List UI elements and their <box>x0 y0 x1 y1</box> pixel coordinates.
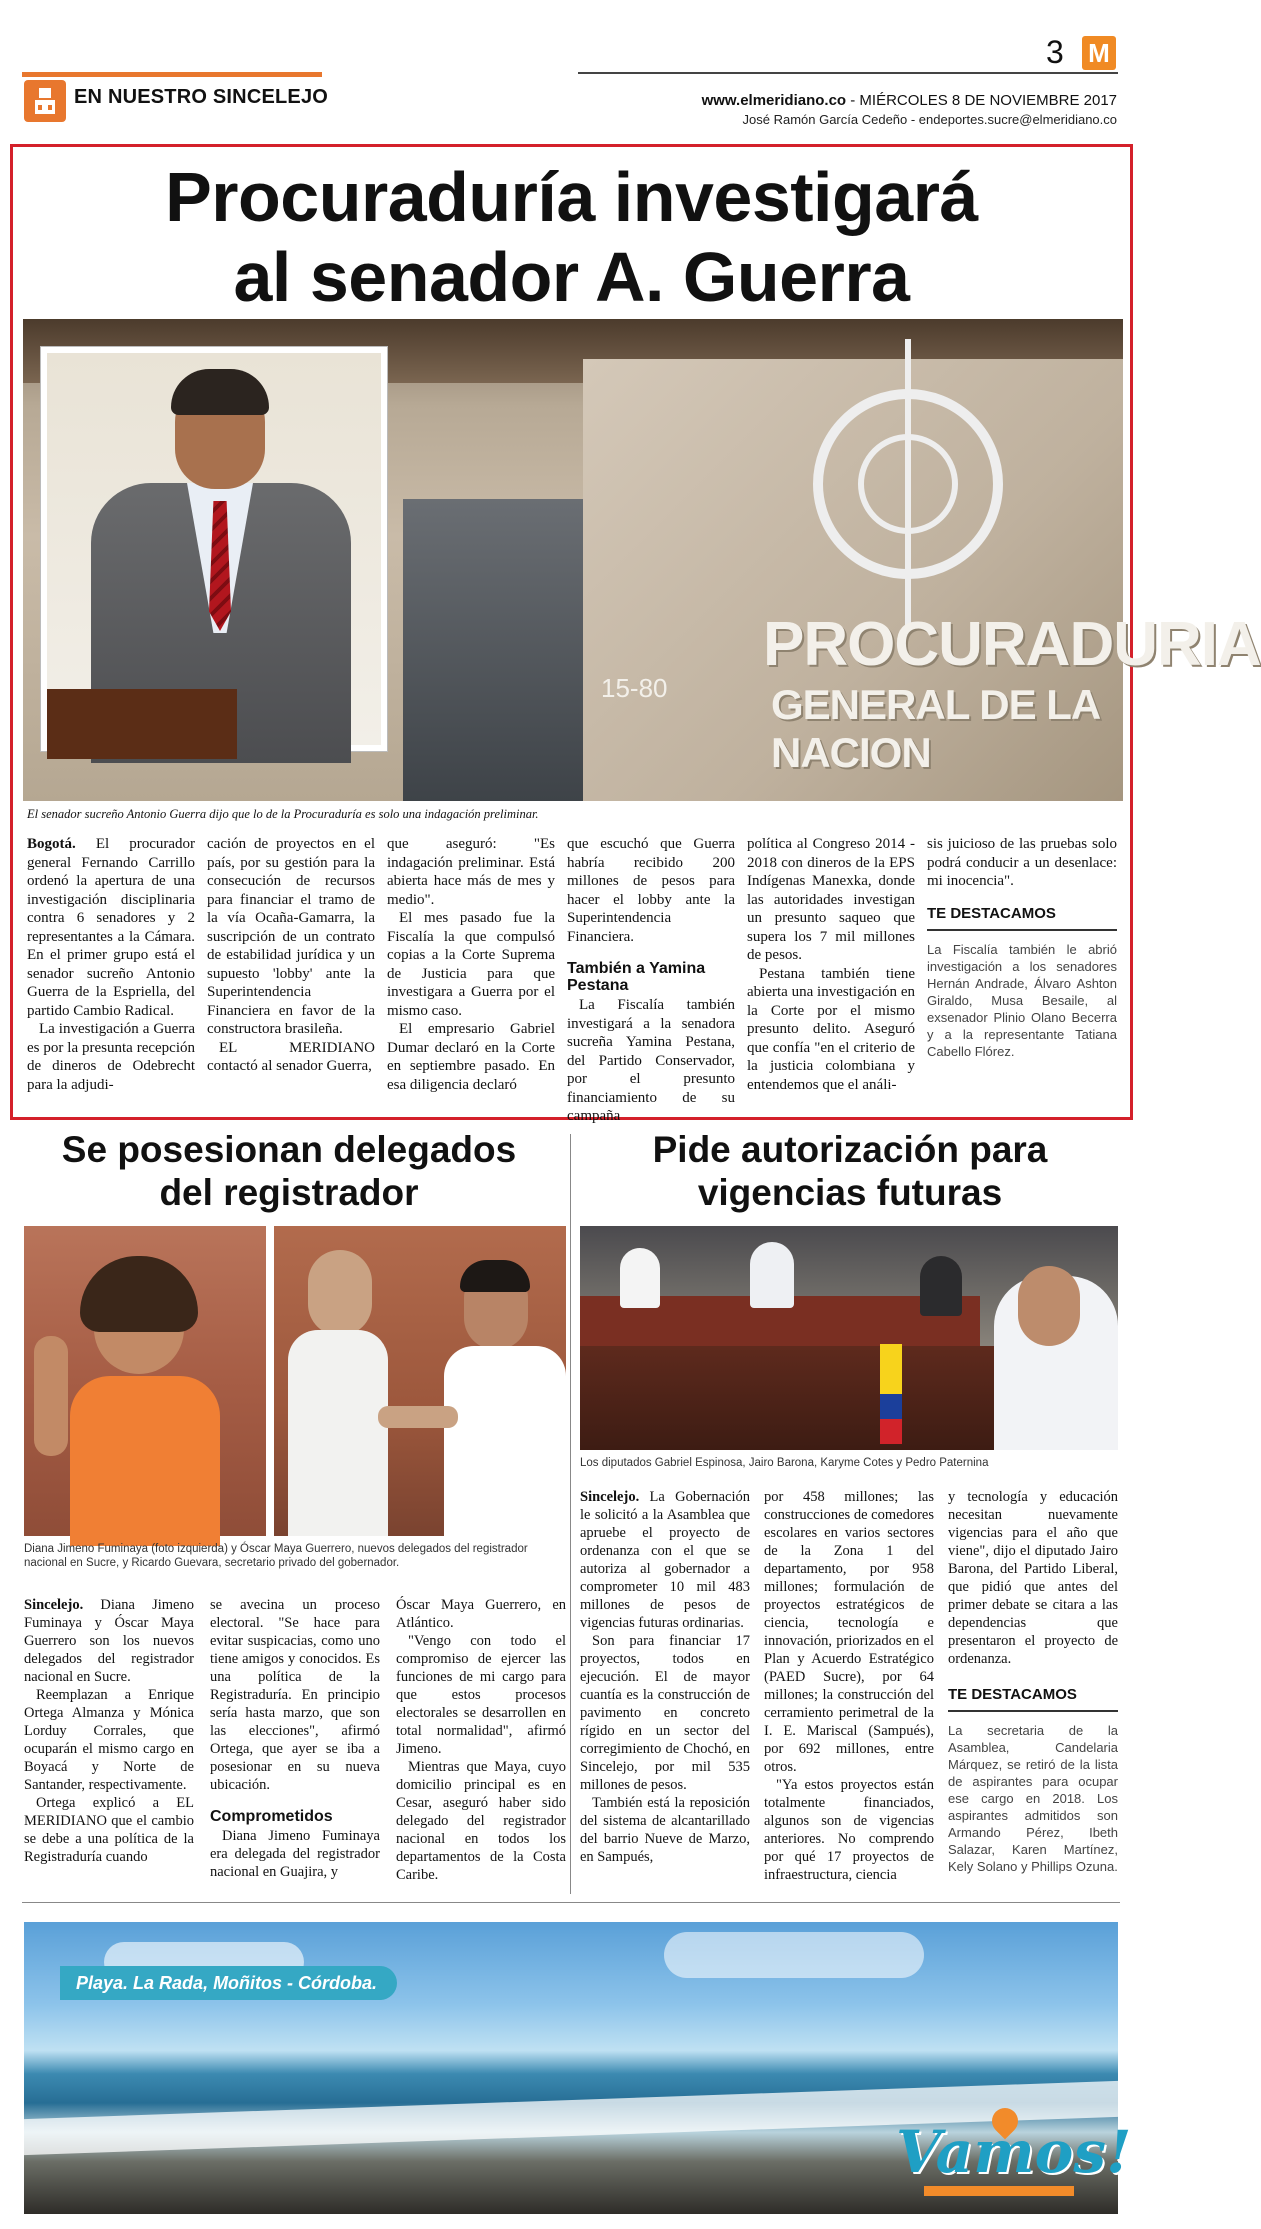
ad-cloud <box>664 1932 924 1978</box>
section-title: EN NUESTRO SINCELEJO <box>74 86 329 108</box>
main-photo-caption: El senador sucreño Antonio Guerra dijo que lo de la Procuraduría es solo una indagación preliminar. <box>27 807 539 821</box>
vigencias-col2-para1: por 458 millones; las construcciones de comedores escolares en varios sectores de la Zona 1 del departamento, por 958 millones; formulación de proyectos estratégicos de ciencia, tecnología e innovación, priorizados en el Plan y Acuerdo Estratégico (PAED Sucre), por 64 millones; la construcción del cerramiento perimetral de la I. E. Mariscal (Sampués), por 692 millones, entre otros. <box>764 1489 934 1775</box>
main-col1-para1 <box>27 835 195 1020</box>
deputy-3 <box>920 1256 962 1316</box>
ad-brand: Vamos! <box>896 2118 1132 2186</box>
registrador-column-1 <box>24 1596 194 1866</box>
meridiano-logo: M <box>1082 36 1116 70</box>
vigencias-dateline: Sincelejo. <box>580 1489 640 1505</box>
deputy-1 <box>620 1248 660 1308</box>
dateline <box>702 92 1117 109</box>
vigencias-destacamos-box <box>948 1686 1118 1875</box>
main-article <box>10 144 1261 1124</box>
registrador-photo-left <box>24 1226 266 1536</box>
main-photo <box>23 319 1261 801</box>
main-col5-para1: política al Congreso 2014 - 2018 con dineros de la EPS Indígenas Manexka, donde las autoridades investigan un presunto saqueo que supera los 7 mil millones de pesos. <box>747 836 915 963</box>
main-column-3 <box>387 835 555 1094</box>
vigencias-col3-para1: y tecnología y educación necesitan nuevamente vigencias para el año que viene", dijo el diputado Jairo Barona, del Partido Liberal, que pidió que antes del primer debate se citara a las dependencias que presentaron el proyecto de ordenanza. <box>948 1489 1118 1667</box>
bottom-rule <box>22 1902 1120 1903</box>
ad-brand-strip <box>924 2186 1074 2196</box>
vigencias-column-3 <box>948 1488 1118 1875</box>
person-hair <box>171 369 269 415</box>
main-destacamos-box <box>927 905 1117 1061</box>
vigencias-headline-line2: vigencias futuras <box>697 1172 1003 1213</box>
deputy-4-head <box>1018 1266 1080 1346</box>
vigencias-photo <box>580 1226 1118 1450</box>
vigencias-headline-line1: Pide autorización para <box>652 1129 1048 1170</box>
main-destacamos-text: La Fiscalía también le abrió investigación a los senadores Hernán Andrade, Álvaro Ashton Giraldo, Musa Besaile, al exsenador Plinio Olano Becerra y a la representante Tatiana Cabello Flórez. <box>927 942 1117 1059</box>
registrador-column-2 <box>210 1596 380 1881</box>
vigencias-destacamos-title: TE DESTACAMOS <box>948 1686 1118 1712</box>
vigencias-col1-para1 <box>580 1488 750 1632</box>
podium <box>47 689 237 759</box>
main-col3-para1: que aseguró: "Es indagación preliminar. Está abierta hace más de mes y medio". <box>387 836 555 908</box>
vigencias-photo-caption: Los diputados Gabriel Espinosa, Jairo Barona, Karyme Cotes y Pedro Paternina <box>580 1457 989 1469</box>
seal-inner-ring <box>858 434 958 534</box>
main-col6-para1: sis juicioso de las pruebas solo podrá conducir a un desenlace: mi inocencia". <box>927 836 1117 889</box>
vigencias-headline <box>576 1128 1124 1214</box>
main-col2-para1: cación de proyectos en el país, por su gestión para la consecución de recursos para financiar el tramo de la vía Ocaña-Gamarra, la suscripción de un contrato de estabilidad jurídica y un supuesto 'lobby' ante la Superintendencia Financiera en favor de la constructora brasileña. <box>207 836 375 1037</box>
page-number: 3 <box>1046 34 1064 70</box>
registrador-col3-para2: "Vengo con todo el compromiso de ejercer las funciones de mi cargo para que estos procesos electorales se desarrollen en total normalidad", afirmó Jimeno. <box>396 1633 566 1757</box>
main-col2-para2: EL MERIDIANO contactó al senador Guerra, <box>207 1039 375 1074</box>
colombia-flag-icon <box>880 1344 902 1444</box>
main-dateline: Bogotá. <box>27 836 76 852</box>
photo-sign-line2: GENERAL DE LA NACION <box>771 681 1099 776</box>
man2-shirt <box>444 1346 566 1536</box>
registrador-col1-para2: Reemplazan a Enrique Ortega Almanza y Mónica Lorduy Corrales, que ocuparán el mismo cargo en Boyacá y Norte de Santander, respectivamente. <box>24 1687 194 1793</box>
registrador-col2-para2: Diana Jimeno Fuminaya era delegada del registrador nacional en Guajira, y <box>210 1828 380 1880</box>
registrador-col1-para3: Ortega explicó a EL MERIDIANO que el cambio se debe a una política de la Registraduría cuando <box>24 1795 194 1865</box>
woman-raised-hand <box>34 1336 68 1456</box>
main-col4-para2: La Fiscalía también investigará a la senadora sucreña Yamina Pestana, del Partido Conservador, por el presunto financiamiento de su campaña <box>567 997 735 1124</box>
photo-building <box>403 499 583 801</box>
main-headline-line2: al senador A. Guerra <box>233 238 910 316</box>
deputy-2 <box>750 1242 794 1308</box>
main-column-5 <box>747 835 915 1094</box>
man1-shirt <box>288 1330 388 1536</box>
site-url[interactable]: www.elmeridiano.co <box>701 92 847 109</box>
woman-hair <box>80 1256 198 1332</box>
column-divider <box>570 1134 571 1894</box>
registrador-col2-para1: se avecina un proceso electoral. "Se hace para evitar suspicacias, como uno tiene amigos y conocidos. Es una política de la Registraduría. En principio sería hasta marzo, que son las elecciones", afirmó Ortega, que ayer se iba a posesionar en su nueva ubicación. <box>210 1597 380 1793</box>
vigencias-destacamos-text: La secretaria de la Asamblea, Candelaria Márquez, se retiró de la lista de aspirantes para ocupar ese cargo en 2018. Los aspirantes admitidos son Armando Pérez, Ibeth Salazar, Karen Martínez, Kely Solano y Phillips Ozuna. <box>948 1723 1118 1874</box>
registrador-col1-para1 <box>24 1596 194 1686</box>
man2-hair <box>460 1260 530 1292</box>
registrador-dateline: Sincelejo. <box>24 1597 84 1613</box>
vigencias-column-2 <box>764 1488 934 1884</box>
registrador-col3-para3: Mientras que Maya, cuyo domicilio principal es en Cesar, aseguró haber sido delegado del registrador nacional en todos los departamentos de la Costa Caribe. <box>396 1759 566 1883</box>
main-col3-para2: El mes pasado fue la Fiscalía la que compulsó copias a la Corte Suprema de Justicia para que investigara a Guerra por el mismo caso. <box>387 910 555 1019</box>
vigencias-col1-text1: La Gobernación le solicitó a la Asamblea que apruebe el proyecto de ordenanza con el que se autoriza al gobernador a comprometer 10 mil 483 millones de pesos de vigencias futuras ordinarias. <box>580 1489 750 1631</box>
vigencias-col1-para2: Son para financiar 17 proyectos, todos en ejecución. El de mayor cuantía es la construcción de pavimento en concreto rígido en un sector del corregimiento de Chochó, en Sincelejo, por mil 535 millones de pesos. <box>580 1633 750 1793</box>
registrador-subhead: Comprometidos <box>210 1808 333 1825</box>
header-rule <box>578 72 1118 74</box>
senator-inset-photo <box>41 347 387 751</box>
handshake <box>378 1406 458 1428</box>
main-col1-text1: El procurador general Fernando Carrillo ordenó la apertura de una investigación disciplinaria contra 6 senadores y 2 representantes a la Cámara. En el primer grupo está el senador sucreño Antonio Guerra de la Espriella, del partido Cambio Radical. <box>27 836 195 1019</box>
vigencias-column-1 <box>580 1488 750 1866</box>
registrador-col3-para1: Óscar Maya Guerrero, en Atlántico. <box>396 1597 566 1631</box>
main-col4-para1: que escuchó que Guerra habría recibido 200 millones de pesos para hacer el lobby ante la Superintendencia Financiera. <box>567 836 735 945</box>
tourism-ad[interactable] <box>24 1922 1132 2214</box>
main-column-6 <box>927 835 1117 1060</box>
main-column-2 <box>207 835 375 1076</box>
page-header <box>0 0 1141 140</box>
registrador-col1-text1: Diana Jimeno Fuminaya y Óscar Maya Guerrero son los nuevos delegados del registrador nacional en Sucre. <box>24 1597 194 1685</box>
ad-location-label: Playa. La Rada, Moñitos - Córdoba. <box>60 1966 397 2000</box>
date-text: - MIÉRCOLES 8 DE NOVIEMBRE 2017 <box>850 92 1117 109</box>
main-column-4 <box>567 835 735 1126</box>
section-icon <box>24 80 66 122</box>
registrador-headline-line1: Se posesionan delegados <box>61 1129 517 1170</box>
vigencias-col2-para2: "Ya estos proyectos están totalmente financiados, algunos son de vigencias anteriores. No comprendo por qué 17 proyectos de infraestructura, ciencia <box>764 1777 934 1883</box>
section-accent-bar <box>22 72 322 77</box>
main-col1-para2: La investigación a Guerra es por la presunta recepción de dineros de Odebrecht para la adjudi- <box>27 1021 195 1093</box>
main-destacamos-title: TE DESTACAMOS <box>927 905 1117 932</box>
main-headline <box>13 157 1130 317</box>
photo-address: 15-80 <box>601 673 668 703</box>
byline: José Ramón García Cedeño - endeportes.sucre@elmeridiano.co <box>742 112 1117 127</box>
main-subhead: También a Yamina Pestana <box>567 960 706 994</box>
main-headline-line1: Procuraduría investigará <box>165 158 978 236</box>
main-col5-para2: Pestana también tiene abierta una investigación en la Corte por el mismo presunto delito. Aseguró que confía "en el criterio de la justicia colombiana y entendemos que el análi- <box>747 965 915 1093</box>
main-col3-para3: El empresario Gabriel Dumar declaró en la Corte en septiembre pasado. En esa diligencia declaró <box>387 1021 555 1093</box>
registrador-photo-caption: Diana Jimeno Fuminaya (foto izquierda) y Óscar Maya Guerrero, nuevos delegados del registrador nacional en Sucre, y Ricardo Guevara, secretario privado del gobernador. <box>24 1543 528 1569</box>
vigencias-col1-para3: También está la reposición del sistema de alcantarillado del barrio Nueve de Marzo, en Sampués, <box>580 1795 750 1865</box>
woman-blouse <box>70 1376 220 1546</box>
registrador-column-3 <box>396 1596 566 1884</box>
man1-head <box>308 1250 372 1336</box>
registrador-headline-line2: del registrador <box>159 1172 419 1213</box>
main-column-1 <box>27 835 195 1094</box>
registrador-photo-right <box>274 1226 566 1536</box>
photo-sign-line1: PROCURADURIA <box>763 610 1261 679</box>
registrador-headline <box>14 1128 564 1214</box>
